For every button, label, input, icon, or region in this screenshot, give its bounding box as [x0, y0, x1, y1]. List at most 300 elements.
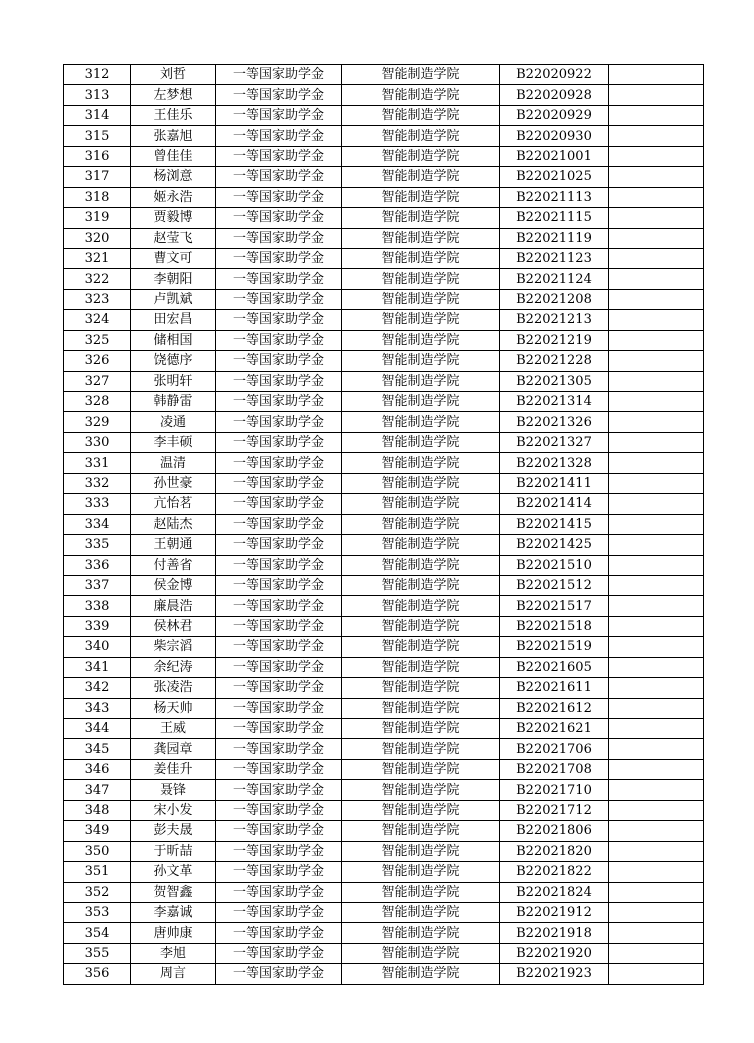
- cell-student-id: B22021113: [500, 187, 609, 207]
- table-row: [64, 514, 704, 534]
- cell-student-id: B22021115: [500, 208, 609, 228]
- cell-college: 智能制造学院: [342, 943, 500, 963]
- cell-serial-number: 316: [64, 146, 131, 166]
- table-row: [64, 187, 704, 207]
- cell-serial-number: 314: [64, 105, 131, 125]
- cell-student-name: 孙文革: [131, 862, 216, 882]
- cell-remark: [609, 330, 704, 350]
- cell-college: 智能制造学院: [342, 248, 500, 268]
- cell-award-type: 一等国家助学金: [216, 575, 342, 595]
- cell-award-type: 一等国家助学金: [216, 719, 342, 739]
- cell-award-type: 一等国家助学金: [216, 371, 342, 391]
- cell-student-name: 孙世豪: [131, 473, 216, 493]
- cell-remark: [609, 902, 704, 922]
- cell-serial-number: 342: [64, 678, 131, 698]
- cell-remark: [609, 351, 704, 371]
- grant-recipients-table: [63, 64, 704, 985]
- cell-student-id: B22021425: [500, 535, 609, 555]
- cell-college: 智能制造学院: [342, 187, 500, 207]
- cell-serial-number: 339: [64, 616, 131, 636]
- cell-remark: [609, 657, 704, 677]
- table-row: [64, 719, 704, 739]
- cell-college: 智能制造学院: [342, 453, 500, 473]
- table-row: [64, 780, 704, 800]
- cell-college: 智能制造学院: [342, 800, 500, 820]
- cell-remark: [609, 841, 704, 861]
- table-row: [64, 412, 704, 432]
- table-row: [64, 310, 704, 330]
- cell-student-id: B22021328: [500, 453, 609, 473]
- cell-award-type: 一等国家助学金: [216, 637, 342, 657]
- cell-student-name: 王佳乐: [131, 105, 216, 125]
- cell-student-name: 付善省: [131, 555, 216, 575]
- cell-award-type: 一等国家助学金: [216, 228, 342, 248]
- cell-serial-number: 351: [64, 862, 131, 882]
- cell-student-id: B22021517: [500, 596, 609, 616]
- cell-student-id: B22021208: [500, 289, 609, 309]
- cell-student-id: B22021519: [500, 637, 609, 657]
- cell-serial-number: 318: [64, 187, 131, 207]
- cell-remark: [609, 371, 704, 391]
- cell-remark: [609, 105, 704, 125]
- cell-student-id: B22021710: [500, 780, 609, 800]
- cell-award-type: 一等国家助学金: [216, 167, 342, 187]
- cell-serial-number: 340: [64, 637, 131, 657]
- cell-remark: [609, 821, 704, 841]
- cell-student-id: B22021228: [500, 351, 609, 371]
- table-row: [64, 473, 704, 493]
- table-row: [64, 862, 704, 882]
- cell-student-name: 聂锋: [131, 780, 216, 800]
- table-row: [64, 882, 704, 902]
- cell-remark: [609, 412, 704, 432]
- cell-student-name: 亢怡茗: [131, 494, 216, 514]
- cell-student-name: 储相国: [131, 330, 216, 350]
- cell-college: 智能制造学院: [342, 146, 500, 166]
- cell-remark: [609, 535, 704, 555]
- cell-serial-number: 348: [64, 800, 131, 820]
- cell-remark: [609, 923, 704, 943]
- cell-student-name: 曾佳佳: [131, 146, 216, 166]
- cell-college: 智能制造学院: [342, 637, 500, 657]
- cell-remark: [609, 943, 704, 963]
- cell-college: 智能制造学院: [342, 330, 500, 350]
- cell-college: 智能制造学院: [342, 882, 500, 902]
- cell-student-name: 柴宗滔: [131, 637, 216, 657]
- cell-student-id: B22021605: [500, 657, 609, 677]
- cell-student-name: 彭夫晟: [131, 821, 216, 841]
- cell-serial-number: 326: [64, 351, 131, 371]
- cell-award-type: 一等国家助学金: [216, 882, 342, 902]
- cell-college: 智能制造学院: [342, 964, 500, 984]
- cell-student-name: 杨天帅: [131, 698, 216, 718]
- cell-college: 智能制造学院: [342, 719, 500, 739]
- table-row: [64, 351, 704, 371]
- cell-remark: [609, 800, 704, 820]
- cell-student-name: 宋小发: [131, 800, 216, 820]
- cell-student-name: 于昕喆: [131, 841, 216, 861]
- cell-remark: [609, 494, 704, 514]
- table-row: [64, 535, 704, 555]
- table-row: [64, 65, 704, 85]
- cell-student-name: 王威: [131, 719, 216, 739]
- cell-serial-number: 319: [64, 208, 131, 228]
- cell-serial-number: 352: [64, 882, 131, 902]
- cell-student-name: 唐帅康: [131, 923, 216, 943]
- table-row: [64, 575, 704, 595]
- cell-student-id: B22021822: [500, 862, 609, 882]
- cell-student-name: 赵陆杰: [131, 514, 216, 534]
- cell-award-type: 一等国家助学金: [216, 412, 342, 432]
- cell-college: 智能制造学院: [342, 575, 500, 595]
- table-row: [64, 494, 704, 514]
- table-row: [64, 208, 704, 228]
- cell-award-type: 一等国家助学金: [216, 494, 342, 514]
- cell-remark: [609, 555, 704, 575]
- cell-award-type: 一等国家助学金: [216, 187, 342, 207]
- table-row: [64, 637, 704, 657]
- cell-student-name: 姜佳升: [131, 759, 216, 779]
- cell-serial-number: 325: [64, 330, 131, 350]
- table-row: [64, 453, 704, 473]
- cell-college: 智能制造学院: [342, 494, 500, 514]
- cell-award-type: 一等国家助学金: [216, 514, 342, 534]
- cell-student-id: B22021124: [500, 269, 609, 289]
- cell-student-name: 赵莹飞: [131, 228, 216, 248]
- cell-student-id: B22021326: [500, 412, 609, 432]
- cell-award-type: 一等国家助学金: [216, 85, 342, 105]
- cell-serial-number: 336: [64, 555, 131, 575]
- cell-student-id: B22021025: [500, 167, 609, 187]
- cell-student-name: 曹文可: [131, 248, 216, 268]
- cell-serial-number: 355: [64, 943, 131, 963]
- cell-remark: [609, 678, 704, 698]
- cell-award-type: 一等国家助学金: [216, 657, 342, 677]
- cell-student-name: 张嘉旭: [131, 126, 216, 146]
- cell-award-type: 一等国家助学金: [216, 759, 342, 779]
- cell-student-id: B22021706: [500, 739, 609, 759]
- cell-serial-number: 334: [64, 514, 131, 534]
- cell-remark: [609, 146, 704, 166]
- cell-college: 智能制造学院: [342, 126, 500, 146]
- cell-student-id: B22021518: [500, 616, 609, 636]
- cell-serial-number: 317: [64, 167, 131, 187]
- cell-award-type: 一等国家助学金: [216, 678, 342, 698]
- cell-college: 智能制造学院: [342, 289, 500, 309]
- cell-remark: [609, 392, 704, 412]
- table-row: [64, 923, 704, 943]
- table-row: [64, 371, 704, 391]
- cell-student-id: B22021512: [500, 575, 609, 595]
- cell-student-name: 李朝阳: [131, 269, 216, 289]
- cell-award-type: 一等国家助学金: [216, 596, 342, 616]
- cell-student-id: B22021119: [500, 228, 609, 248]
- cell-student-id: B22021327: [500, 432, 609, 452]
- table-row: [64, 167, 704, 187]
- cell-remark: [609, 739, 704, 759]
- cell-remark: [609, 882, 704, 902]
- cell-serial-number: 343: [64, 698, 131, 718]
- cell-serial-number: 332: [64, 473, 131, 493]
- cell-student-id: B22020930: [500, 126, 609, 146]
- cell-award-type: 一等国家助学金: [216, 964, 342, 984]
- cell-student-id: B22021912: [500, 902, 609, 922]
- cell-award-type: 一等国家助学金: [216, 821, 342, 841]
- cell-student-name: 贺智鑫: [131, 882, 216, 902]
- cell-serial-number: 350: [64, 841, 131, 861]
- table-row: [64, 943, 704, 963]
- cell-remark: [609, 228, 704, 248]
- cell-award-type: 一等国家助学金: [216, 330, 342, 350]
- cell-award-type: 一等国家助学金: [216, 923, 342, 943]
- cell-serial-number: 354: [64, 923, 131, 943]
- table-row: [64, 330, 704, 350]
- cell-remark: [609, 514, 704, 534]
- cell-serial-number: 322: [64, 269, 131, 289]
- cell-student-id: B22021621: [500, 719, 609, 739]
- cell-award-type: 一等国家助学金: [216, 126, 342, 146]
- table-row: [64, 678, 704, 698]
- cell-college: 智能制造学院: [342, 310, 500, 330]
- table-row: [64, 392, 704, 412]
- cell-student-id: B22020922: [500, 65, 609, 85]
- cell-student-name: 张凌浩: [131, 678, 216, 698]
- cell-serial-number: 338: [64, 596, 131, 616]
- cell-student-id: B22021415: [500, 514, 609, 534]
- cell-student-id: B22021806: [500, 821, 609, 841]
- cell-serial-number: 356: [64, 964, 131, 984]
- cell-award-type: 一等国家助学金: [216, 65, 342, 85]
- cell-student-id: B22021820: [500, 841, 609, 861]
- cell-award-type: 一等国家助学金: [216, 248, 342, 268]
- cell-award-type: 一等国家助学金: [216, 862, 342, 882]
- cell-student-name: 侯金博: [131, 575, 216, 595]
- cell-student-name: 凌通: [131, 412, 216, 432]
- table-row: [64, 800, 704, 820]
- cell-student-id: B22021510: [500, 555, 609, 575]
- cell-serial-number: 335: [64, 535, 131, 555]
- cell-student-id: B22021712: [500, 800, 609, 820]
- cell-serial-number: 337: [64, 575, 131, 595]
- cell-college: 智能制造学院: [342, 412, 500, 432]
- cell-serial-number: 345: [64, 739, 131, 759]
- cell-college: 智能制造学院: [342, 167, 500, 187]
- cell-college: 智能制造学院: [342, 535, 500, 555]
- table-row: [64, 964, 704, 984]
- cell-award-type: 一等国家助学金: [216, 800, 342, 820]
- cell-student-name: 廉晨浩: [131, 596, 216, 616]
- cell-student-id: B22021612: [500, 698, 609, 718]
- cell-remark: [609, 289, 704, 309]
- cell-serial-number: 320: [64, 228, 131, 248]
- cell-award-type: 一等国家助学金: [216, 289, 342, 309]
- cell-serial-number: 324: [64, 310, 131, 330]
- cell-college: 智能制造学院: [342, 105, 500, 125]
- cell-college: 智能制造学院: [342, 208, 500, 228]
- cell-serial-number: 346: [64, 759, 131, 779]
- cell-student-name: 贾毅博: [131, 208, 216, 228]
- cell-college: 智能制造学院: [342, 371, 500, 391]
- cell-student-id: B22021213: [500, 310, 609, 330]
- cell-student-id: B22020929: [500, 105, 609, 125]
- cell-student-name: 饶德序: [131, 351, 216, 371]
- cell-remark: [609, 964, 704, 984]
- cell-award-type: 一等国家助学金: [216, 453, 342, 473]
- cell-student-id: B22021219: [500, 330, 609, 350]
- cell-student-name: 左梦想: [131, 85, 216, 105]
- cell-student-id: B22020928: [500, 85, 609, 105]
- cell-college: 智能制造学院: [342, 841, 500, 861]
- cell-student-id: B22021414: [500, 494, 609, 514]
- cell-award-type: 一等国家助学金: [216, 841, 342, 861]
- cell-remark: [609, 596, 704, 616]
- cell-student-name: 王朝通: [131, 535, 216, 555]
- cell-serial-number: 331: [64, 453, 131, 473]
- table-row: [64, 105, 704, 125]
- cell-student-id: B22021314: [500, 392, 609, 412]
- cell-college: 智能制造学院: [342, 678, 500, 698]
- cell-remark: [609, 453, 704, 473]
- cell-award-type: 一等国家助学金: [216, 780, 342, 800]
- cell-student-name: 龚园章: [131, 739, 216, 759]
- cell-student-name: 姬永浩: [131, 187, 216, 207]
- cell-student-id: B22021001: [500, 146, 609, 166]
- cell-student-name: 李旭: [131, 943, 216, 963]
- cell-student-name: 杨浏意: [131, 167, 216, 187]
- table-row: [64, 555, 704, 575]
- cell-award-type: 一等国家助学金: [216, 902, 342, 922]
- cell-remark: [609, 473, 704, 493]
- cell-student-name: 张明轩: [131, 371, 216, 391]
- table-row: [64, 126, 704, 146]
- cell-award-type: 一等国家助学金: [216, 473, 342, 493]
- cell-remark: [609, 637, 704, 657]
- cell-college: 智能制造学院: [342, 432, 500, 452]
- cell-award-type: 一等国家助学金: [216, 392, 342, 412]
- cell-student-id: B22021305: [500, 371, 609, 391]
- cell-remark: [609, 310, 704, 330]
- table-row: [64, 146, 704, 166]
- cell-award-type: 一等国家助学金: [216, 555, 342, 575]
- cell-serial-number: 315: [64, 126, 131, 146]
- cell-student-name: 侯林君: [131, 616, 216, 636]
- cell-serial-number: 330: [64, 432, 131, 452]
- cell-college: 智能制造学院: [342, 228, 500, 248]
- cell-student-name: 温清: [131, 453, 216, 473]
- cell-remark: [609, 126, 704, 146]
- cell-student-name: 余纪涛: [131, 657, 216, 677]
- cell-student-id: B22021824: [500, 882, 609, 902]
- cell-award-type: 一等国家助学金: [216, 351, 342, 371]
- table-row: [64, 698, 704, 718]
- cell-college: 智能制造学院: [342, 821, 500, 841]
- cell-college: 智能制造学院: [342, 902, 500, 922]
- cell-serial-number: 341: [64, 657, 131, 677]
- cell-remark: [609, 167, 704, 187]
- cell-award-type: 一等国家助学金: [216, 616, 342, 636]
- cell-college: 智能制造学院: [342, 923, 500, 943]
- cell-student-id: B22021611: [500, 678, 609, 698]
- cell-award-type: 一等国家助学金: [216, 739, 342, 759]
- table-row: [64, 289, 704, 309]
- cell-student-name: 卢凯斌: [131, 289, 216, 309]
- cell-student-id: B22021918: [500, 923, 609, 943]
- cell-serial-number: 329: [64, 412, 131, 432]
- cell-serial-number: 321: [64, 248, 131, 268]
- table-row: [64, 902, 704, 922]
- cell-serial-number: 344: [64, 719, 131, 739]
- cell-college: 智能制造学院: [342, 759, 500, 779]
- cell-serial-number: 327: [64, 371, 131, 391]
- cell-college: 智能制造学院: [342, 862, 500, 882]
- cell-student-name: 李丰硕: [131, 432, 216, 452]
- cell-college: 智能制造学院: [342, 657, 500, 677]
- table-row: [64, 616, 704, 636]
- cell-award-type: 一等国家助学金: [216, 269, 342, 289]
- cell-college: 智能制造学院: [342, 616, 500, 636]
- cell-award-type: 一等国家助学金: [216, 943, 342, 963]
- table-row: [64, 821, 704, 841]
- cell-student-name: 韩静雷: [131, 392, 216, 412]
- cell-student-id: B22021123: [500, 248, 609, 268]
- cell-serial-number: 353: [64, 902, 131, 922]
- table-row: [64, 432, 704, 452]
- table-row: [64, 248, 704, 268]
- cell-remark: [609, 575, 704, 595]
- cell-college: 智能制造学院: [342, 596, 500, 616]
- cell-remark: [609, 248, 704, 268]
- cell-award-type: 一等国家助学金: [216, 105, 342, 125]
- cell-award-type: 一等国家助学金: [216, 146, 342, 166]
- cell-remark: [609, 85, 704, 105]
- cell-college: 智能制造学院: [342, 351, 500, 371]
- cell-student-id: B22021920: [500, 943, 609, 963]
- table-body: [64, 65, 704, 985]
- cell-serial-number: 328: [64, 392, 131, 412]
- table-row: [64, 85, 704, 105]
- cell-serial-number: 313: [64, 85, 131, 105]
- cell-award-type: 一等国家助学金: [216, 535, 342, 555]
- table-row: [64, 269, 704, 289]
- cell-student-id: B22021708: [500, 759, 609, 779]
- table-row: [64, 596, 704, 616]
- cell-student-id: B22021411: [500, 473, 609, 493]
- cell-college: 智能制造学院: [342, 698, 500, 718]
- cell-remark: [609, 759, 704, 779]
- cell-college: 智能制造学院: [342, 780, 500, 800]
- table-row: [64, 228, 704, 248]
- cell-award-type: 一等国家助学金: [216, 432, 342, 452]
- cell-college: 智能制造学院: [342, 555, 500, 575]
- cell-award-type: 一等国家助学金: [216, 310, 342, 330]
- cell-college: 智能制造学院: [342, 65, 500, 85]
- cell-college: 智能制造学院: [342, 392, 500, 412]
- cell-serial-number: 333: [64, 494, 131, 514]
- cell-college: 智能制造学院: [342, 85, 500, 105]
- cell-remark: [609, 862, 704, 882]
- cell-remark: [609, 719, 704, 739]
- table-row: [64, 759, 704, 779]
- cell-college: 智能制造学院: [342, 269, 500, 289]
- cell-serial-number: 312: [64, 65, 131, 85]
- cell-remark: [609, 616, 704, 636]
- cell-college: 智能制造学院: [342, 739, 500, 759]
- cell-serial-number: 323: [64, 289, 131, 309]
- cell-remark: [609, 208, 704, 228]
- cell-student-name: 周言: [131, 964, 216, 984]
- cell-college: 智能制造学院: [342, 473, 500, 493]
- cell-remark: [609, 269, 704, 289]
